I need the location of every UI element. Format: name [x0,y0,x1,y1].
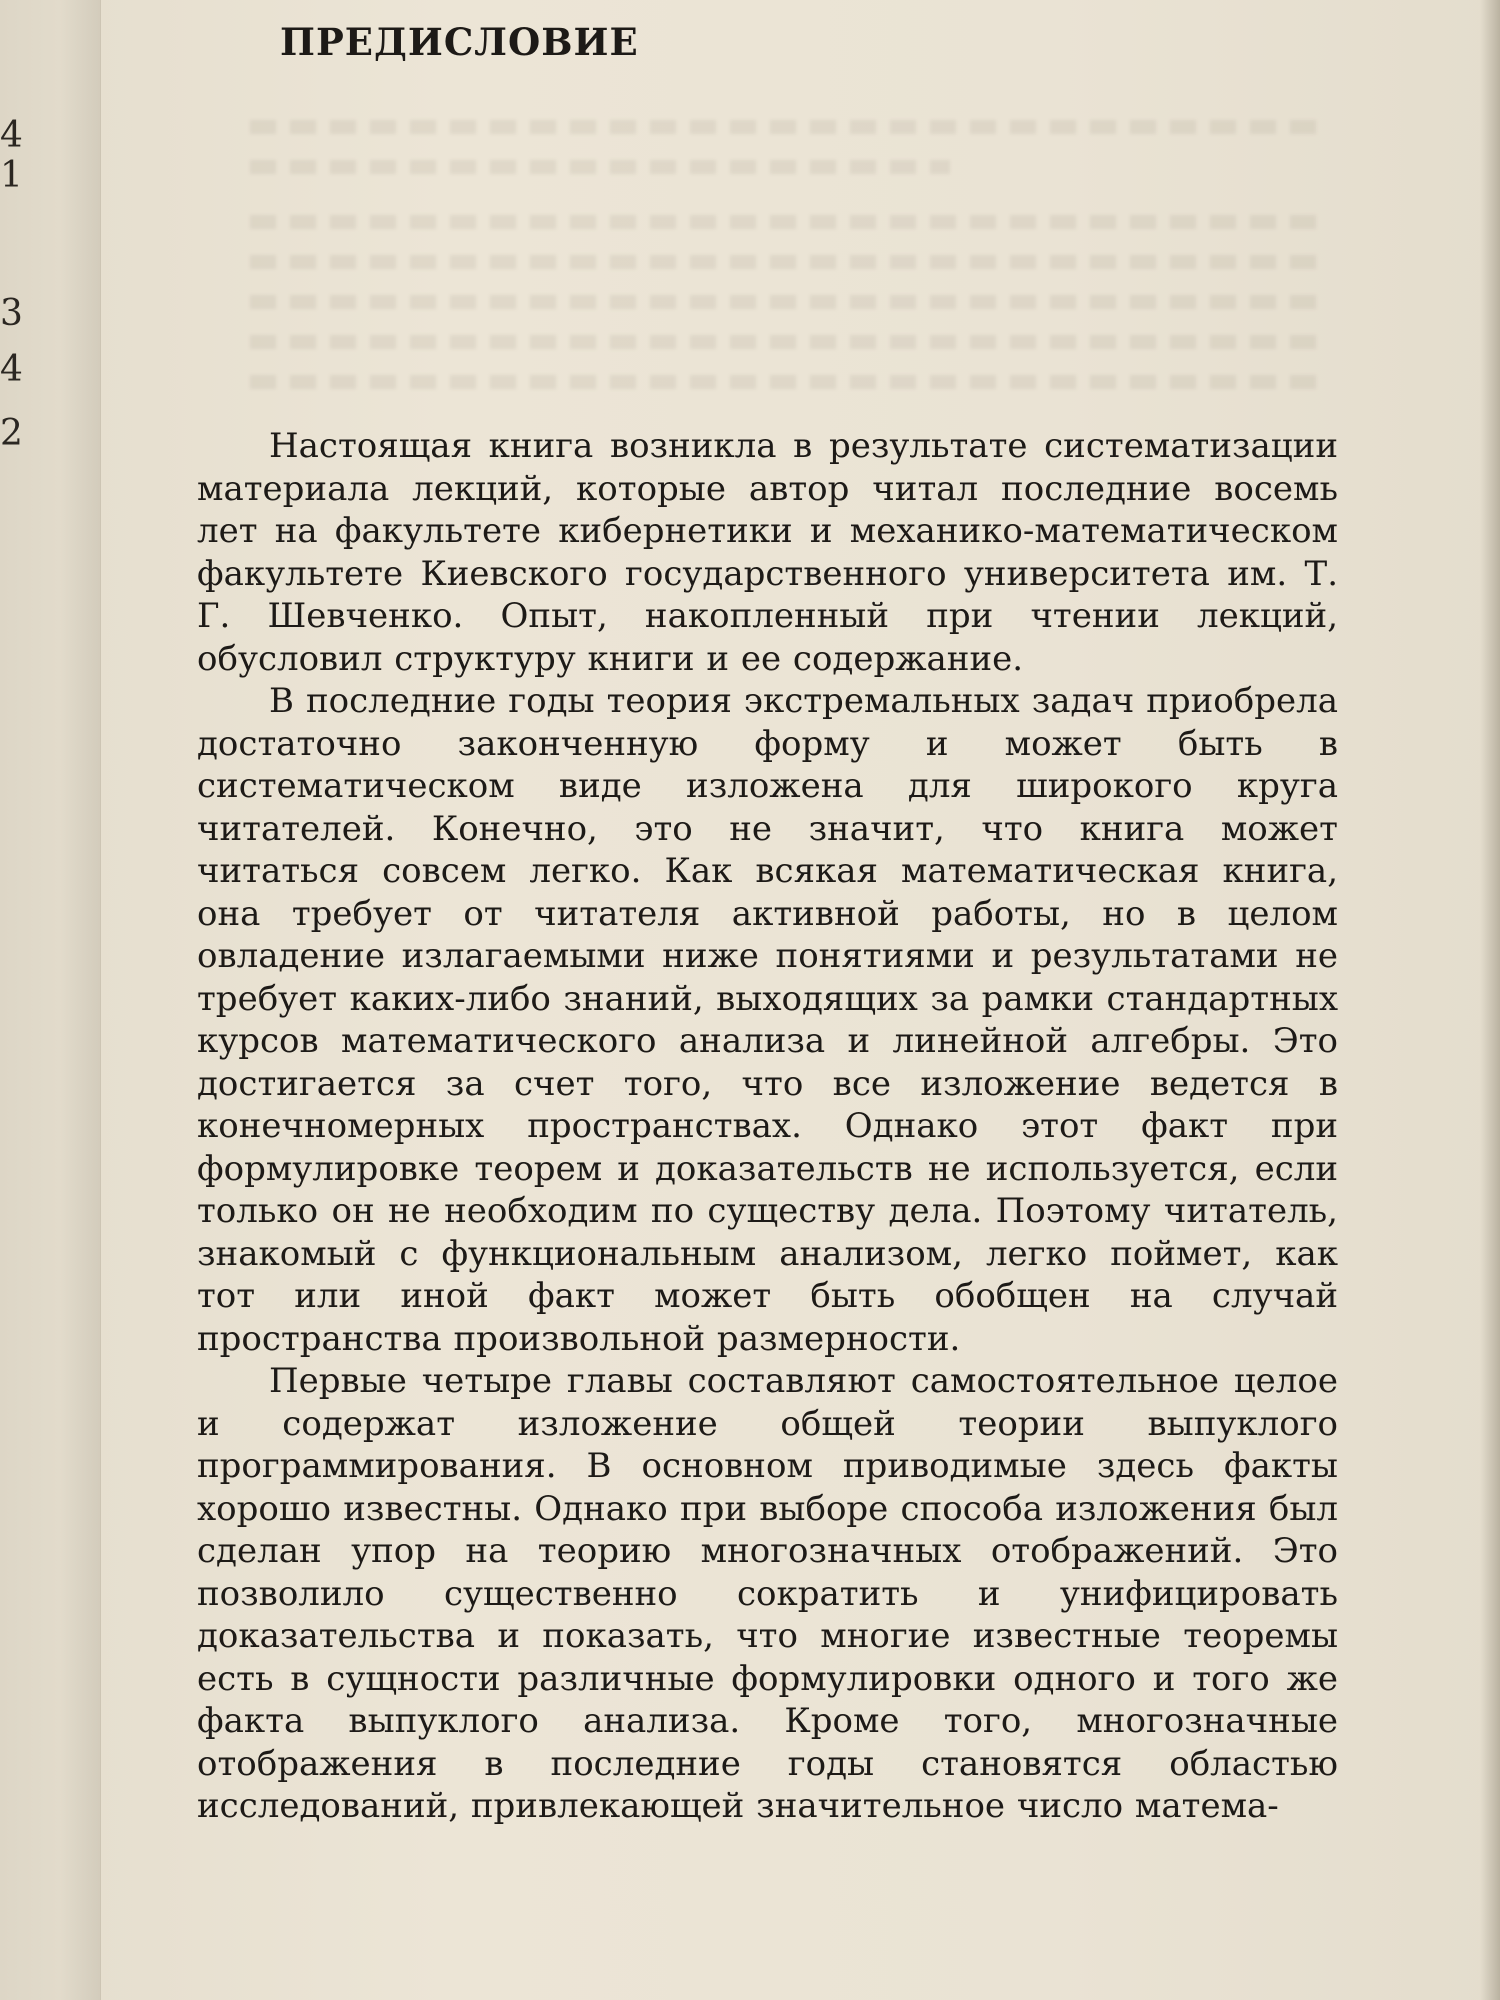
show-through-text [250,255,1330,269]
margin-mark: 3 [0,293,23,334]
margin-mark: 1 [0,155,23,196]
show-through-text [250,375,1330,389]
margin-mark: 2 [0,413,23,454]
paragraph-1: Настоящая книга возникла в результате систематизации материала лекций, которые автор читал последние восемь лет на факультете кибернетики и механико-математическом факультете Киевского государственного университета им. Т. Г. Шевченко. Опыт, накопленный при чтении лекций, обусловил структуру книги и ее содержание. [197,426,1338,679]
margin-mark: 4 [0,115,23,156]
show-through-text [250,160,950,174]
paragraph-3: Первые четыре главы составляют самостоятельное целое и содержат изложение общей теории выпуклого программирования. В основном приводимые здесь факты хорошо известны. Однако при выборе способа изложения был сделан упор на теорию многозначных отображений. Это позволило существенно сократить и унифицировать доказательства и показать, что многие известные теоремы есть в сущности различные формулировки одного и того же факта выпуклого анализа. Кроме того, многозначные отображения в последние годы становятся областью исследований, привлекающей значительное число матема- [197,1361,1338,1826]
show-through-text [250,335,1330,349]
show-through-text [250,120,1330,134]
body-text [197,425,1338,1828]
show-through-text [250,215,1330,229]
page-edge-shadow [1480,0,1500,2000]
paragraph-2: В последние годы теория экстремальных задач приобрела достаточно законченную форму и может быть в систематическом виде изложена для широкого круга читателей. Конечно, это не значит, что книга может читаться совсем легко. Как всякая математическая книга, она требует от читателя активной работы, но в целом овладение излагаемыми ниже понятиями и результатами не требует каких-либо знаний, выходящих за рамки стандартных курсов математического анализа и линейной алгебры. Это достигается за счет того, что все изложение ведется в конечномерных пространствах. Однако этот факт при формулировке теорем и доказательств не используется, если только он не необходим по существу дела. Поэтому читатель, знакомый с функциональным анализом, легко поймет, как тот или иной факт может быть обобщен на случай пространства произвольной размерности. [197,681,1338,1359]
page-title: ПРЕДИСЛОВИЕ [280,20,639,64]
show-through-text [250,295,1330,309]
margin-mark: 4 [0,349,23,390]
